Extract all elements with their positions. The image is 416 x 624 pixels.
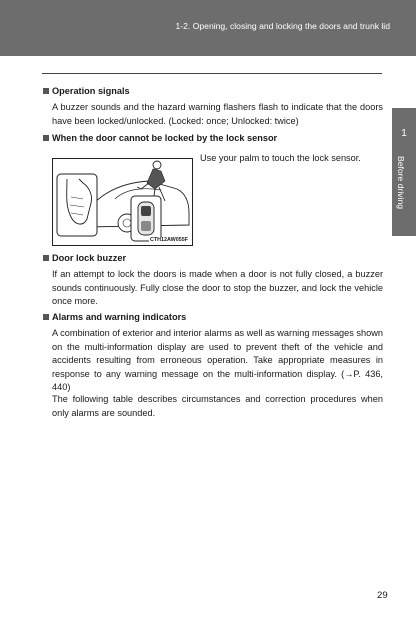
top-rule bbox=[42, 73, 382, 74]
figure-code: CTH12AW055F bbox=[149, 237, 188, 243]
section-heading-text: When the door cannot be locked by the lock sensor bbox=[52, 133, 278, 143]
figure-caption: Use your palm to touch the lock sensor. bbox=[200, 153, 361, 163]
header-band bbox=[0, 0, 416, 56]
bullet-square-icon bbox=[43, 314, 49, 320]
bullet-square-icon bbox=[43, 135, 49, 141]
chapter-label: Before driving bbox=[396, 156, 406, 210]
chapter-side-tab bbox=[392, 108, 416, 236]
lock-sensor-illustration bbox=[52, 158, 193, 246]
section-heading-operation-signals bbox=[43, 86, 130, 96]
bullet-square-icon bbox=[43, 255, 49, 261]
paragraph-door-lock-buzzer: If an attempt to lock the doors is made when a door is not fully closed, a buzzer sounds continuously. Fully close the door to stop the buzzer, and lock the vehicle once more. bbox=[52, 269, 383, 306]
bullet-square-icon bbox=[43, 88, 49, 94]
lock-sensor-drawing bbox=[53, 159, 192, 245]
section-heading-door-lock-buzzer bbox=[43, 253, 126, 263]
paragraph-operation-signals: A buzzer sounds and the hazard warning flashers flash to indicate that the doors have been locked/unlocked. (Locked: once; Unlocked: twice) bbox=[52, 102, 383, 126]
paragraph-alarms: A combination of exterior and interior alarms as well as warning messages shown on the multi-information display are used to prevent theft of the vehicle and accidents resulting from erroneous operation. Take appropriate measures in response to any warning message on the multi-information display. (→P. 436, 440) bbox=[52, 328, 383, 392]
section-heading-text: Operation signals bbox=[52, 86, 130, 96]
page-number: 29 bbox=[377, 590, 388, 601]
chapter-number: 1 bbox=[401, 128, 407, 139]
section-heading-alarms bbox=[43, 312, 186, 322]
paragraph-table-intro: The following table describes circumstances and correction procedures when only alarms are sounded. bbox=[52, 394, 383, 418]
section-heading-text: Door lock buzzer bbox=[52, 253, 127, 263]
section-heading-lock-sensor bbox=[43, 133, 277, 143]
section-heading-text: Alarms and warning indicators bbox=[52, 312, 187, 322]
chapter-title: 1-2. Opening, closing and locking the doors and trunk lid bbox=[175, 21, 390, 31]
